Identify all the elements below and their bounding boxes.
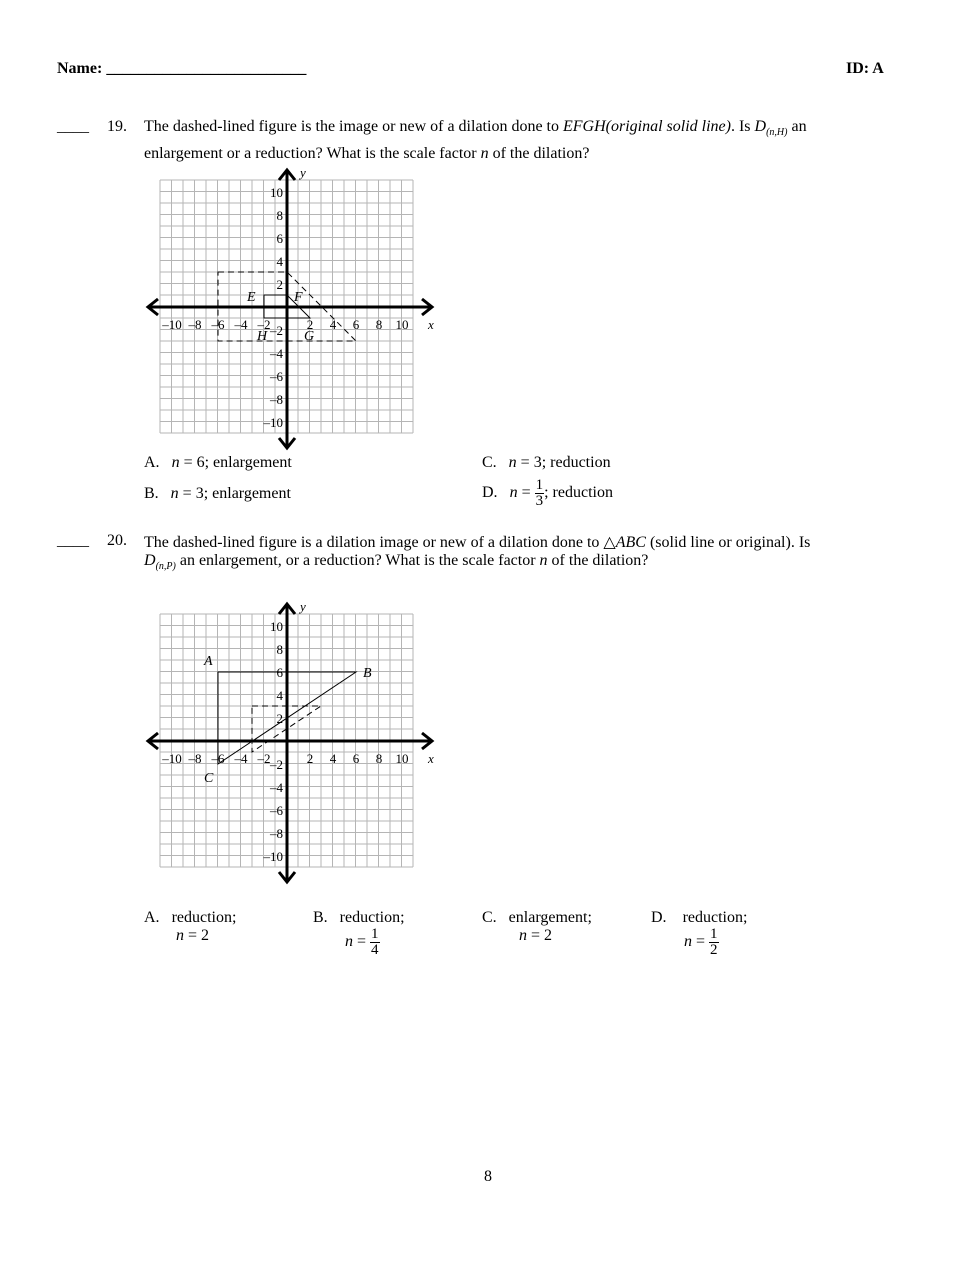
y-tick-label: 8 <box>276 642 283 657</box>
y-tick-label: 2 <box>276 277 283 292</box>
y-tick-label: –2 <box>270 323 283 338</box>
x-tick-label: 4 <box>329 751 337 766</box>
y-axis-label: y <box>300 599 306 614</box>
x-tick-label: –10 <box>162 317 182 332</box>
x-tick-label: 2 <box>306 317 314 332</box>
x-tick-label: 8 <box>375 751 383 766</box>
x-tick-label: –2 <box>257 751 271 766</box>
y-tick-label: –6 <box>270 369 283 384</box>
x-tick-label: –10 <box>162 751 182 766</box>
x-tick-label: –4 <box>234 751 248 766</box>
y-tick-label: 2 <box>276 711 283 726</box>
question-text-20: The dashed-lined figure is a dilation image or new of a dilation done to △ABC (solid line or original). Is <box>144 534 811 551</box>
choice-20-c[interactable]: C. enlargement; n = 2 <box>482 909 592 944</box>
choice-19-d[interactable]: D. n = $\frac{1}{3}$ ; reduction <box>482 477 613 509</box>
x-tick-label: 10 <box>395 317 409 332</box>
choice-20-d[interactable]: D. reduction; n = $\frac{1}{2}$ <box>651 909 748 958</box>
id-field <box>846 60 884 78</box>
x-tick-label: 8 <box>375 317 383 332</box>
y-tick-label: –6 <box>270 803 283 818</box>
x-tick-label: –8 <box>188 317 202 332</box>
vertex-label: E <box>247 290 256 305</box>
fraction-one-third: $\frac{1}{3}$ <box>535 477 544 509</box>
x-tick-label: 6 <box>352 751 360 766</box>
y-tick-label: 8 <box>276 208 283 223</box>
vertex-label: H <box>257 329 268 344</box>
y-tick-label: –10 <box>263 849 283 864</box>
x-axis-label: x <box>428 751 434 766</box>
y-axis-label: y <box>300 165 306 180</box>
name-field <box>57 60 306 78</box>
question-text-19-line2: enlargement or a reduction? What is the scale factor n of the dilation? <box>144 145 590 162</box>
answer-blank-20[interactable]: ____ <box>57 532 89 549</box>
x-tick-label: –2 <box>257 317 271 332</box>
y-tick-label: –10 <box>263 415 283 430</box>
x-tick-label: 2 <box>306 751 314 766</box>
y-tick-label: 4 <box>276 688 283 703</box>
name-line: _________________________ <box>106 60 307 77</box>
question-number-20: 20. <box>107 532 127 549</box>
choice-19-c[interactable]: C. n = 3; reduction <box>482 454 611 471</box>
question-number-19: 19. <box>107 118 127 135</box>
page-number: 8 <box>484 1168 492 1185</box>
vertex-label: C <box>204 771 214 786</box>
id-label: ID: <box>846 60 870 77</box>
y-tick-label: 10 <box>270 619 283 634</box>
y-tick-label: 10 <box>270 185 283 200</box>
id-value: A <box>872 60 884 77</box>
answer-blank-19[interactable]: ____ <box>57 118 89 135</box>
y-tick-label: –8 <box>270 826 283 841</box>
y-tick-label: –4 <box>270 780 283 795</box>
coordinate-graph-19 <box>140 165 440 455</box>
fraction-one-half: $\frac{1}{2}$ <box>710 926 718 958</box>
vertex-label: B <box>363 666 372 681</box>
choice-20-b[interactable]: B. reduction; n = $\frac{1}{4}$ <box>313 909 405 958</box>
name-label: Name: <box>57 60 103 77</box>
x-axis-label: x <box>428 317 434 332</box>
x-tick-label: –4 <box>234 317 248 332</box>
triangle-symbol: △ <box>603 534 616 551</box>
y-tick-label: –8 <box>270 392 283 407</box>
x-tick-label: –6 <box>211 317 225 332</box>
y-tick-label: 6 <box>276 231 283 246</box>
vertex-label: A <box>204 654 213 669</box>
x-tick-label: 6 <box>352 317 360 332</box>
choice-20-a[interactable]: A. reduction; n = 2 <box>144 909 237 944</box>
y-tick-label: –2 <box>270 757 283 772</box>
coordinate-graph-20 <box>140 599 440 889</box>
y-tick-label: 6 <box>276 665 283 680</box>
question-text-20-line2: $D_{(n,P)}$ an enlargement, or a reduction? What is the scale factor n of the dilation? <box>144 552 649 573</box>
fraction-one-fourth: $\frac{1}{4}$ <box>371 926 379 958</box>
x-tick-label: –6 <box>211 751 225 766</box>
y-tick-label: 4 <box>276 254 283 269</box>
y-tick-label: –4 <box>270 346 283 361</box>
x-tick-label: 10 <box>395 751 409 766</box>
x-tick-label: –8 <box>188 751 202 766</box>
vertex-label: G <box>304 329 315 344</box>
choice-19-a[interactable]: A. n = 6; enlargement <box>144 454 292 471</box>
x-tick-label: 4 <box>329 317 337 332</box>
choice-19-b[interactable]: B. n = 3; enlargement <box>144 485 291 502</box>
question-text-19: The dashed-lined figure is the image or new of a dilation done to EFGH(original solid line). Is $D_{(n,H)}$ an <box>144 118 807 139</box>
vertex-label: F <box>294 290 303 305</box>
